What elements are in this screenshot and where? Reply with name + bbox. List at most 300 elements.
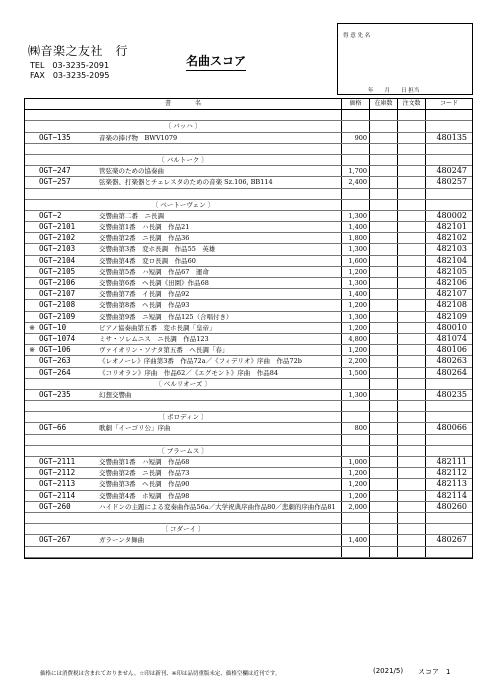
stock-cell[interactable] [369,312,397,322]
order-quantity-cell[interactable] [397,334,425,344]
stock-cell[interactable] [369,323,397,333]
table-row [25,479,472,490]
price-cell: 1,300 [341,278,369,288]
code-cell [425,121,472,131]
table-row [25,133,472,144]
price-cell [341,200,369,210]
order-quantity-cell[interactable] [397,491,425,501]
price-cell: 1,200 [341,468,369,478]
stock-cell[interactable] [369,177,397,187]
code-cell: 482102 [425,233,472,243]
work-title: 交響曲第3番 ヘ長調 作品90 [99,480,190,489]
title-cell [25,547,341,557]
code-cell: 482109 [425,312,472,322]
table-row [25,267,472,278]
status-mark [25,423,39,433]
section-row [25,524,472,535]
catalog-number: OGT−260 [39,501,71,511]
catalog-number: OGT−235 [39,389,71,399]
section-row [25,121,472,132]
price-cell: 1,300 [341,390,369,400]
stock-cell[interactable] [369,368,397,378]
order-quantity-cell[interactable] [397,256,425,266]
status-mark [25,502,39,512]
stock-cell[interactable] [369,289,397,299]
table-row [25,491,472,502]
work-title: 交響曲第1番 ハ長調 作品21 [99,223,190,232]
work-title: 交響曲第7番 イ長調 作品92 [99,290,190,299]
catalog-number: OGT−66 [39,423,67,433]
price-cell: 1,800 [341,233,369,243]
order-quantity-cell [397,110,425,120]
stock-cell[interactable] [369,390,397,400]
catalog-number: OGT−1074 [39,333,76,343]
price-cell [341,446,369,456]
catalog-number: OGT−10 [39,322,67,332]
code-cell: 482114 [425,491,472,501]
code-cell: 482107 [425,289,472,299]
price-cell: 1,600 [341,256,369,266]
order-quantity-cell [397,144,425,154]
title-cell [25,256,341,266]
price-cell: 1,200 [341,479,369,489]
code-cell: 481074 [425,334,472,344]
stock-cell[interactable] [369,300,397,310]
code-cell [425,200,472,210]
order-quantity-cell[interactable] [397,423,425,433]
catalog-number: OGT−2112 [39,468,76,478]
title-cell [25,133,341,143]
order-quantity-cell[interactable] [397,368,425,378]
price-cell [341,379,369,389]
code-cell [425,547,472,557]
stock-cell[interactable] [369,211,397,221]
status-mark [25,278,39,288]
section-row [25,379,472,390]
order-quantity-cell [397,412,425,422]
header-code: コード [425,99,472,109]
work-title: 交響曲第4番 ホ短調 作品98 [99,491,190,500]
price-cell: 1,200 [341,267,369,277]
code-cell: 480002 [425,211,472,221]
order-quantity-cell[interactable] [397,267,425,277]
stock-cell [369,401,397,411]
composer-heading: 〔 ベルリオーズ 〕 [155,379,211,388]
blank-row [25,513,472,524]
price-cell [341,189,369,199]
stock-cell[interactable] [369,491,397,501]
stock-cell[interactable] [369,244,397,254]
stock-cell[interactable] [369,479,397,489]
work-title: 弦楽器、打楽器とチェレスタのための音楽 Sz.106, BB114 [99,178,273,187]
code-cell: 482112 [425,468,472,478]
status-mark [25,468,39,478]
catalog-number: OGT−2 [39,210,62,220]
work-title: 《レオノーレ》序曲第3番 作品72a／《フィデリオ》序曲 作品72b [99,357,302,366]
status-mark [25,289,39,299]
code-cell [425,446,472,456]
price-cell: 2,200 [341,356,369,366]
work-title: 交響曲第9番 ニ短調 作品125（合唱付き） [99,312,233,321]
price-cell [341,412,369,422]
title-cell [25,121,341,131]
code-cell: 482103 [425,244,472,254]
work-title: 幻想交響曲 [99,390,132,399]
stock-cell[interactable] [369,222,397,232]
table-body [25,110,472,558]
catalog-number: OGT−263 [39,356,71,366]
work-title: ヴァイオリン・ソナタ第五番 ヘ長調「春」 [99,346,229,355]
table-row [25,390,472,401]
table-row [25,166,472,177]
code-cell: 480257 [425,177,472,187]
stock-cell [369,524,397,534]
work-title: 交響曲第3番 変ホ長調 作品55 英雄 [99,245,216,254]
order-quantity-cell[interactable] [397,133,425,143]
code-cell [425,412,472,422]
order-quantity-cell[interactable] [397,312,425,322]
composer-heading: 〔 ブラームス 〕 [158,446,208,455]
table-row [25,457,472,468]
order-quantity-cell[interactable] [397,211,425,221]
work-title: ガラーンタ舞曲 [99,536,145,545]
title-cell [25,278,341,288]
work-title: 音楽の捧げ物 BWV1079 [99,133,178,142]
status-mark [25,491,39,501]
table-row [25,222,472,233]
title-cell [25,166,341,176]
catalog-number: OGT−2105 [39,266,76,276]
order-quantity-cell[interactable] [397,502,425,512]
title-cell [25,345,341,355]
stock-cell[interactable] [369,345,397,355]
price-cell: 1,200 [341,345,369,355]
price-cell: 1,200 [341,491,369,501]
title-cell [25,110,341,120]
code-cell: 482104 [425,256,472,266]
table-row [25,233,472,244]
price-cell: 1,700 [341,166,369,176]
title-cell [25,244,341,254]
title-cell [25,323,341,333]
title-cell [25,233,341,243]
work-title: 管弦楽のための協奏曲 [99,167,164,176]
stock-cell[interactable] [369,233,397,243]
catalog-number: OGT−247 [39,166,71,176]
stock-cell [369,110,397,120]
section-row [25,446,472,457]
code-cell: 480235 [425,390,472,400]
stock-cell[interactable] [369,133,397,143]
title-cell [25,189,341,199]
order-quantity-cell [397,379,425,389]
status-mark [25,312,39,322]
work-title: 交響曲第6番 ヘ長調《田園》作品68 [99,279,209,287]
stock-cell[interactable] [369,278,397,288]
stock-cell [369,144,397,154]
status-mark [25,479,39,489]
catalog-number: OGT−2104 [39,255,76,265]
code-cell: 482113 [425,479,472,489]
status-mark [25,177,39,187]
stock-cell[interactable] [369,502,397,512]
work-title: 歌劇「イーゴリ公」序曲 [99,424,171,433]
price-cell: 1,400 [341,289,369,299]
code-cell: 480010 [425,323,472,333]
code-cell: 480264 [425,368,472,378]
status-mark [25,244,39,254]
title-cell [25,502,341,512]
catalog-number: OGT−2114 [39,490,76,500]
work-title: ミサ・ソレムニス ニ長調 作品123 [99,334,209,343]
order-quantity-cell [397,524,425,534]
price-cell: 1,300 [341,312,369,322]
table-header [25,99,472,110]
price-cell [341,547,369,557]
code-cell: 480247 [425,166,472,176]
price-cell: 1,300 [341,211,369,221]
work-title: ピアノ協奏曲第五番 変ホ長調「皇帝」 [99,323,216,332]
title-cell [25,513,341,523]
price-cell [341,110,369,120]
price-cell [341,401,369,411]
order-quantity-cell[interactable] [397,222,425,232]
composer-heading: 〔 ボロディン 〕 [158,413,208,422]
order-quantity-cell[interactable] [397,289,425,299]
work-title: 交響曲第4番 変ロ長調 作品60 [99,256,196,265]
order-quantity-cell [397,446,425,456]
status-mark: ※ [29,323,35,332]
title-cell [25,267,341,277]
code-cell [425,513,472,523]
code-cell: 480135 [425,133,472,143]
title-cell [25,312,341,322]
title-cell [25,155,341,165]
stock-cell[interactable] [369,535,397,545]
title-cell [25,446,341,456]
stock-cell[interactable] [369,166,397,176]
page-title: 名曲スコア [186,52,246,71]
blank-row [25,547,472,558]
order-quantity-cell[interactable] [397,300,425,310]
order-quantity-cell[interactable] [397,278,425,288]
title-cell [25,479,341,489]
blank-row [25,144,472,155]
title-cell [25,289,341,299]
title-cell [25,200,341,210]
title-cell [25,401,341,411]
title-cell [25,435,341,445]
blank-row [25,189,472,200]
stock-cell[interactable] [369,423,397,433]
status-mark [25,166,39,176]
order-quantity-cell [397,121,425,131]
stock-cell [369,189,397,199]
blank-row [25,435,472,446]
table-row [25,177,472,188]
code-cell [425,110,472,120]
title-cell [25,423,341,433]
order-quantity-cell[interactable] [397,535,425,545]
header-stock: 在庫数 [369,99,397,109]
price-cell: 1,500 [341,368,369,378]
company-name: ㈱音楽之友社 行 [28,44,129,58]
stock-cell[interactable] [369,468,397,478]
status-mark [25,211,39,221]
order-quantity-cell[interactable] [397,233,425,243]
price-cell: 1,200 [341,300,369,310]
header-order: 注文数 [397,99,425,109]
header-price: 価格 [341,99,369,109]
stock-cell [369,446,397,456]
status-mark [25,390,39,400]
status-mark [25,233,39,243]
stock-cell[interactable] [369,256,397,266]
order-quantity-cell[interactable] [397,356,425,366]
catalog-number: OGT−2103 [39,244,76,254]
section-row [25,412,472,423]
code-cell: 480263 [425,356,472,366]
table-row [25,535,472,546]
work-title: ハイドンの主題による変奏曲作品56a／大学祝典序曲作品80／悲劇的序曲作品81 [99,502,336,511]
title-cell [25,222,341,232]
code-cell: 482101 [425,222,472,232]
price-cell [341,513,369,523]
code-cell [425,379,472,389]
price-cell: 1,400 [341,222,369,232]
title-cell [25,144,341,154]
title-cell [25,379,341,389]
footer-page: スコア 1 [418,668,451,676]
title-cell [25,535,341,545]
footer-note: 価格には消費税は含まれておりません。☆印は新刊、※印は品切重版未定、価格空欄は近刊です。 [40,671,281,677]
composer-heading: 〔 ベートーヴェン 〕 [151,200,215,209]
order-quantity-cell[interactable] [397,479,425,489]
price-cell: 2,000 [341,502,369,512]
title-cell [25,468,341,478]
order-quantity-cell[interactable] [397,468,425,478]
table-row [25,345,472,356]
catalog-number: OGT−2113 [39,479,76,489]
code-cell: 480260 [425,502,472,512]
catalog-number: OGT−264 [39,367,71,377]
code-cell [425,524,472,534]
composer-heading: 〔 コダーイ 〕 [161,525,205,534]
order-quantity-cell [397,200,425,210]
table-row [25,502,472,513]
price-cell [341,155,369,165]
table-row [25,256,472,267]
order-quantity-cell [397,401,425,411]
order-quantity-cell[interactable] [397,345,425,355]
code-cell: 482105 [425,267,472,277]
status-mark [25,535,39,545]
status-mark [25,222,39,232]
order-quantity-cell[interactable] [397,323,425,333]
catalog-number: OGT−257 [39,177,71,187]
code-cell [425,189,472,199]
catalog-number: OGT−267 [39,535,71,545]
stock-cell[interactable] [369,267,397,277]
catalog-number: OGT−135 [39,132,71,142]
table-row [25,423,472,434]
price-cell: 800 [341,423,369,433]
order-quantity-cell[interactable] [397,244,425,254]
stock-cell [369,547,397,557]
stock-cell[interactable] [369,356,397,366]
order-quantity-cell[interactable] [397,390,425,400]
table-row [25,368,472,379]
title-cell [25,491,341,501]
status-mark [25,267,39,277]
work-title: 交響曲第5番 ハ短調 作品67 運命 [99,267,209,276]
stock-cell[interactable] [369,457,397,467]
order-quantity-cell[interactable] [397,166,425,176]
catalog-number: OGT−2107 [39,289,76,299]
telephone: TEL 03-3235-2091 [30,61,110,70]
catalog-number: OGT−2111 [39,457,76,466]
table-row [25,312,472,323]
table-row [25,356,472,367]
blank-row [25,401,472,412]
order-quantity-cell [397,155,425,165]
price-cell: 1,000 [341,457,369,467]
price-cell [341,121,369,131]
title-cell [25,177,341,187]
price-cell: 4,800 [341,334,369,344]
stock-cell [369,121,397,131]
section-row [25,155,472,166]
order-quantity-cell [397,189,425,199]
order-quantity-cell[interactable] [397,177,425,187]
stock-cell [369,379,397,389]
work-title: 《コリオラン》序曲 作品62／《エグモント》序曲 作品84 [99,368,278,377]
table-row [25,244,472,255]
code-cell [425,144,472,154]
status-mark [25,334,39,344]
composer-heading: 〔 バッハ 〕 [164,122,202,131]
code-cell [425,435,472,445]
status-mark [25,356,39,366]
code-cell: 480106 [425,345,472,355]
catalog-number: OGT−2109 [39,311,76,321]
catalog-number: OGT−106 [39,345,71,355]
order-quantity-cell[interactable] [397,457,425,467]
work-title: 交響曲第1番 ハ短調 作品68 [99,458,190,466]
stock-cell[interactable] [369,334,397,344]
status-mark [25,133,39,143]
stock-cell [369,435,397,445]
table-row [25,300,472,311]
section-row [25,200,472,211]
price-cell: 900 [341,133,369,143]
price-cell [341,435,369,445]
composer-heading: 〔 バルトーク 〕 [158,155,208,164]
price-cell: 1,200 [341,323,369,333]
order-quantity-cell [397,547,425,557]
title-cell [25,356,341,366]
footer-date: (2021/5) [373,667,404,675]
work-title: 交響曲第2番 ニ長調 作品73 [99,469,190,478]
title-cell [25,412,341,422]
customer-box[interactable] [337,23,473,95]
catalog-number: OGT−2101 [39,222,76,232]
title-cell [25,457,341,467]
title-cell [25,390,341,400]
title-cell [25,524,341,534]
status-mark: ※ [29,346,35,355]
status-mark [25,300,39,310]
